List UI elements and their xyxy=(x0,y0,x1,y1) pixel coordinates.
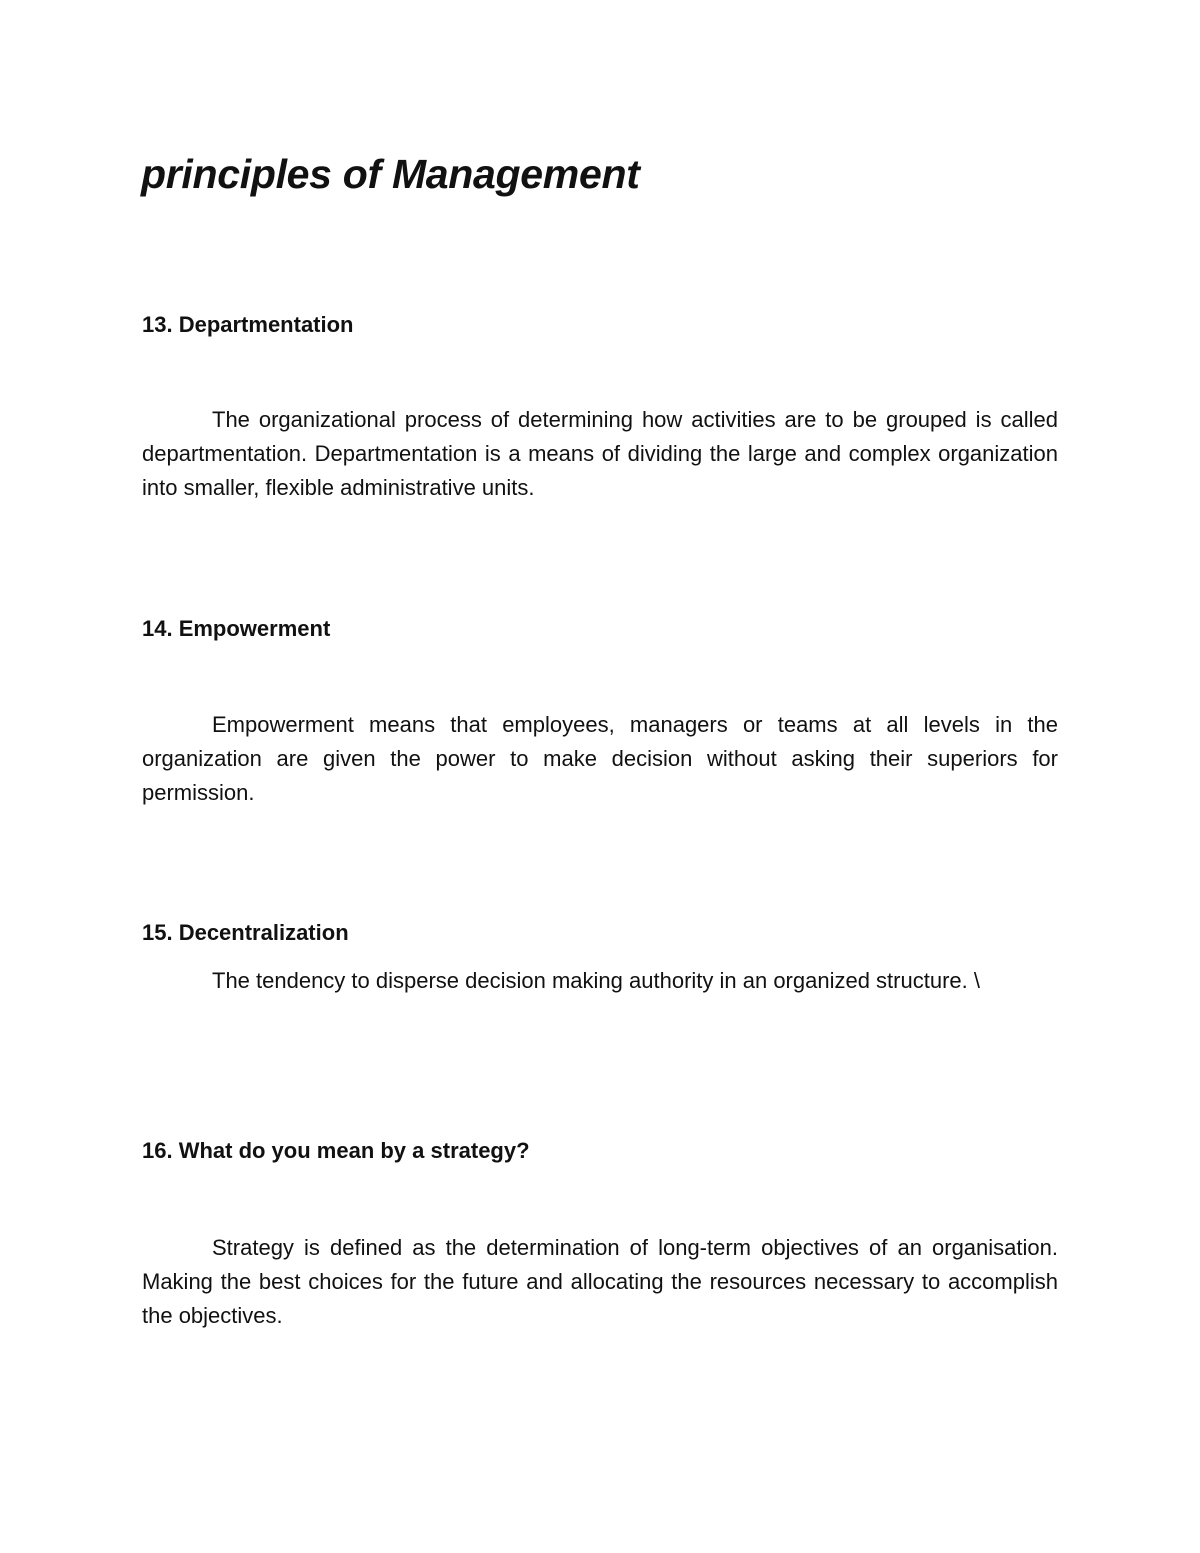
section-body-decentralization: The tendency to disperse decision making authority in an organized structure. \ xyxy=(212,968,980,993)
section-heading-strategy: 16. What do you mean by a strategy? xyxy=(142,1138,530,1163)
section-body-strategy: Strategy is defined as the determination of long-term objectives of an organisation. Making the best choices for the future and allocating the resources necessary to accomplish the objectives. xyxy=(142,1235,1058,1328)
page-title: principles of Management xyxy=(141,151,640,197)
section-heading-empowerment: 14. Empowerment xyxy=(142,616,331,641)
section-body-empowerment: Empowerment means that employees, managers or teams at all levels in the organization are given the power to make decision without asking their superiors for permission. xyxy=(142,712,1058,805)
section-heading-decentralization: 15. Decentralization xyxy=(142,920,349,945)
section-body-departmentation: The organizational process of determining how activities are to be grouped is called departmentation. Departmentation is a means of dividing the large and complex organization into smaller, flexible administrative units. xyxy=(142,407,1058,500)
section-heading-departmentation: 13. Departmentation xyxy=(142,312,354,337)
